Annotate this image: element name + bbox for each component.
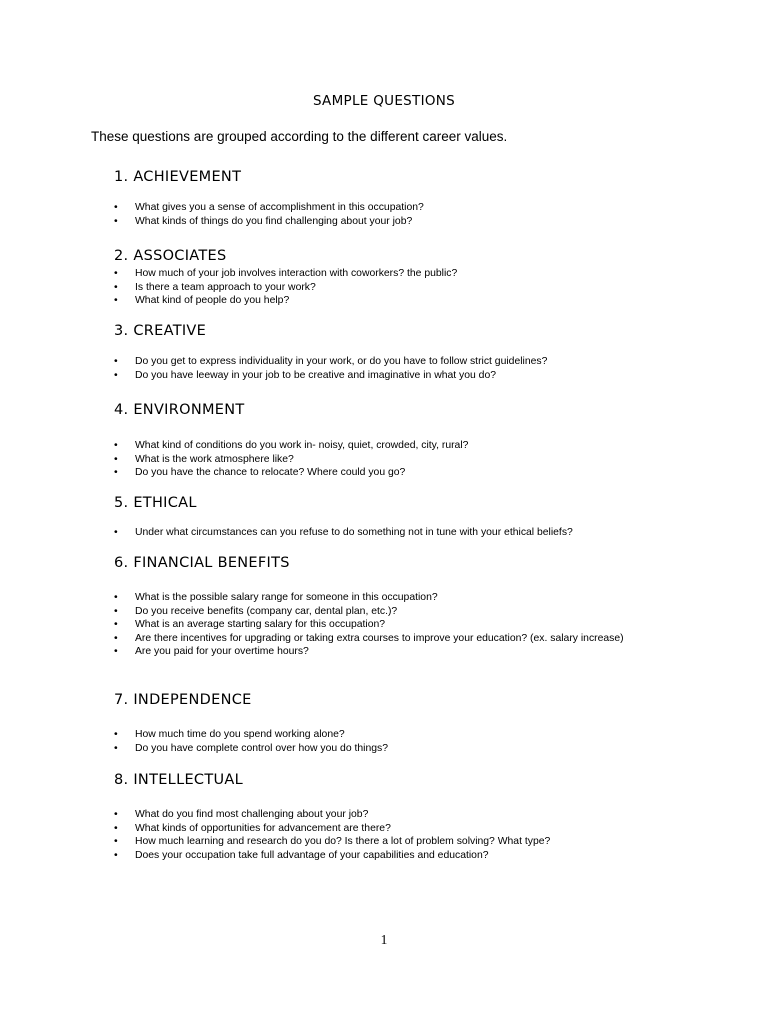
section-heading-environment: 4. ENVIRONMENT xyxy=(114,402,245,418)
question-item: • How much of your job involves interaction with coworkers? the public? xyxy=(114,267,634,281)
intro-text: These questions are grouped according to the different career values. xyxy=(91,129,508,144)
question-item: • How much learning and research do you do? Is there a lot of problem solving? What type? xyxy=(114,835,634,849)
question-list-financial-benefits xyxy=(114,591,634,659)
question-item: • Do you have complete control over how you do things? xyxy=(114,742,634,756)
question-item: • What is the work atmosphere like? xyxy=(114,453,634,467)
question-item: • What kind of people do you help? xyxy=(114,294,634,308)
question-list-intellectual xyxy=(114,808,634,862)
question-item: • What kind of conditions do you work in- noisy, quiet, crowded, city, rural? xyxy=(114,439,634,453)
question-item: • Do you get to express individuality in your work, or do you have to follow strict guidelines? xyxy=(114,355,634,369)
question-item: • Does your occupation take full advantage of your capabilities and education? xyxy=(114,849,634,863)
question-list-associates xyxy=(114,267,634,308)
question-list-ethical xyxy=(114,526,634,540)
question-item: • Do you have the chance to relocate? Where could you go? xyxy=(114,466,634,480)
question-item: • Are there incentives for upgrading or taking extra courses to improve your education? (ex. salary increase) xyxy=(114,632,634,646)
question-list-independence xyxy=(114,728,634,755)
section-heading-intellectual: 8. INTELLECTUAL xyxy=(114,772,243,788)
page-number: 1 xyxy=(380,932,388,947)
question-item: • What do you find most challenging about your job? xyxy=(114,808,634,822)
question-item: • What is an average starting salary for this occupation? xyxy=(114,618,634,632)
question-list-achievement xyxy=(114,201,634,228)
question-item: • What kinds of opportunities for advancement are there? xyxy=(114,822,634,836)
question-list-creative xyxy=(114,355,634,382)
question-item: • Do you receive benefits (company car, dental plan, etc.)? xyxy=(114,605,634,619)
question-item: • How much time do you spend working alone? xyxy=(114,728,634,742)
section-heading-associates: 2. ASSOCIATES xyxy=(114,248,227,264)
section-heading-ethical: 5. ETHICAL xyxy=(114,495,197,511)
section-heading-creative: 3. CREATIVE xyxy=(114,323,207,339)
section-heading-independence: 7. INDEPENDENCE xyxy=(114,692,252,708)
page-title: SAMPLE QUESTIONS xyxy=(312,93,456,109)
question-item: • What kinds of things do you find challenging about your job? xyxy=(114,215,634,229)
question-item: • What gives you a sense of accomplishment in this occupation? xyxy=(114,201,634,215)
question-list-environment xyxy=(114,439,634,480)
question-item: • Under what circumstances can you refuse to do something not in tune with your ethical beliefs? xyxy=(114,526,634,540)
question-item: • What is the possible salary range for someone in this occupation? xyxy=(114,591,634,605)
question-item: • Is there a team approach to your work? xyxy=(114,281,634,295)
question-item: • Do you have leeway in your job to be creative and imaginative in what you do? xyxy=(114,369,634,383)
section-heading-financial-benefits: 6. FINANCIAL BENEFITS xyxy=(114,555,290,571)
section-heading-achievement: 1. ACHIEVEMENT xyxy=(114,169,242,185)
question-item: • Are you paid for your overtime hours? xyxy=(114,645,634,659)
